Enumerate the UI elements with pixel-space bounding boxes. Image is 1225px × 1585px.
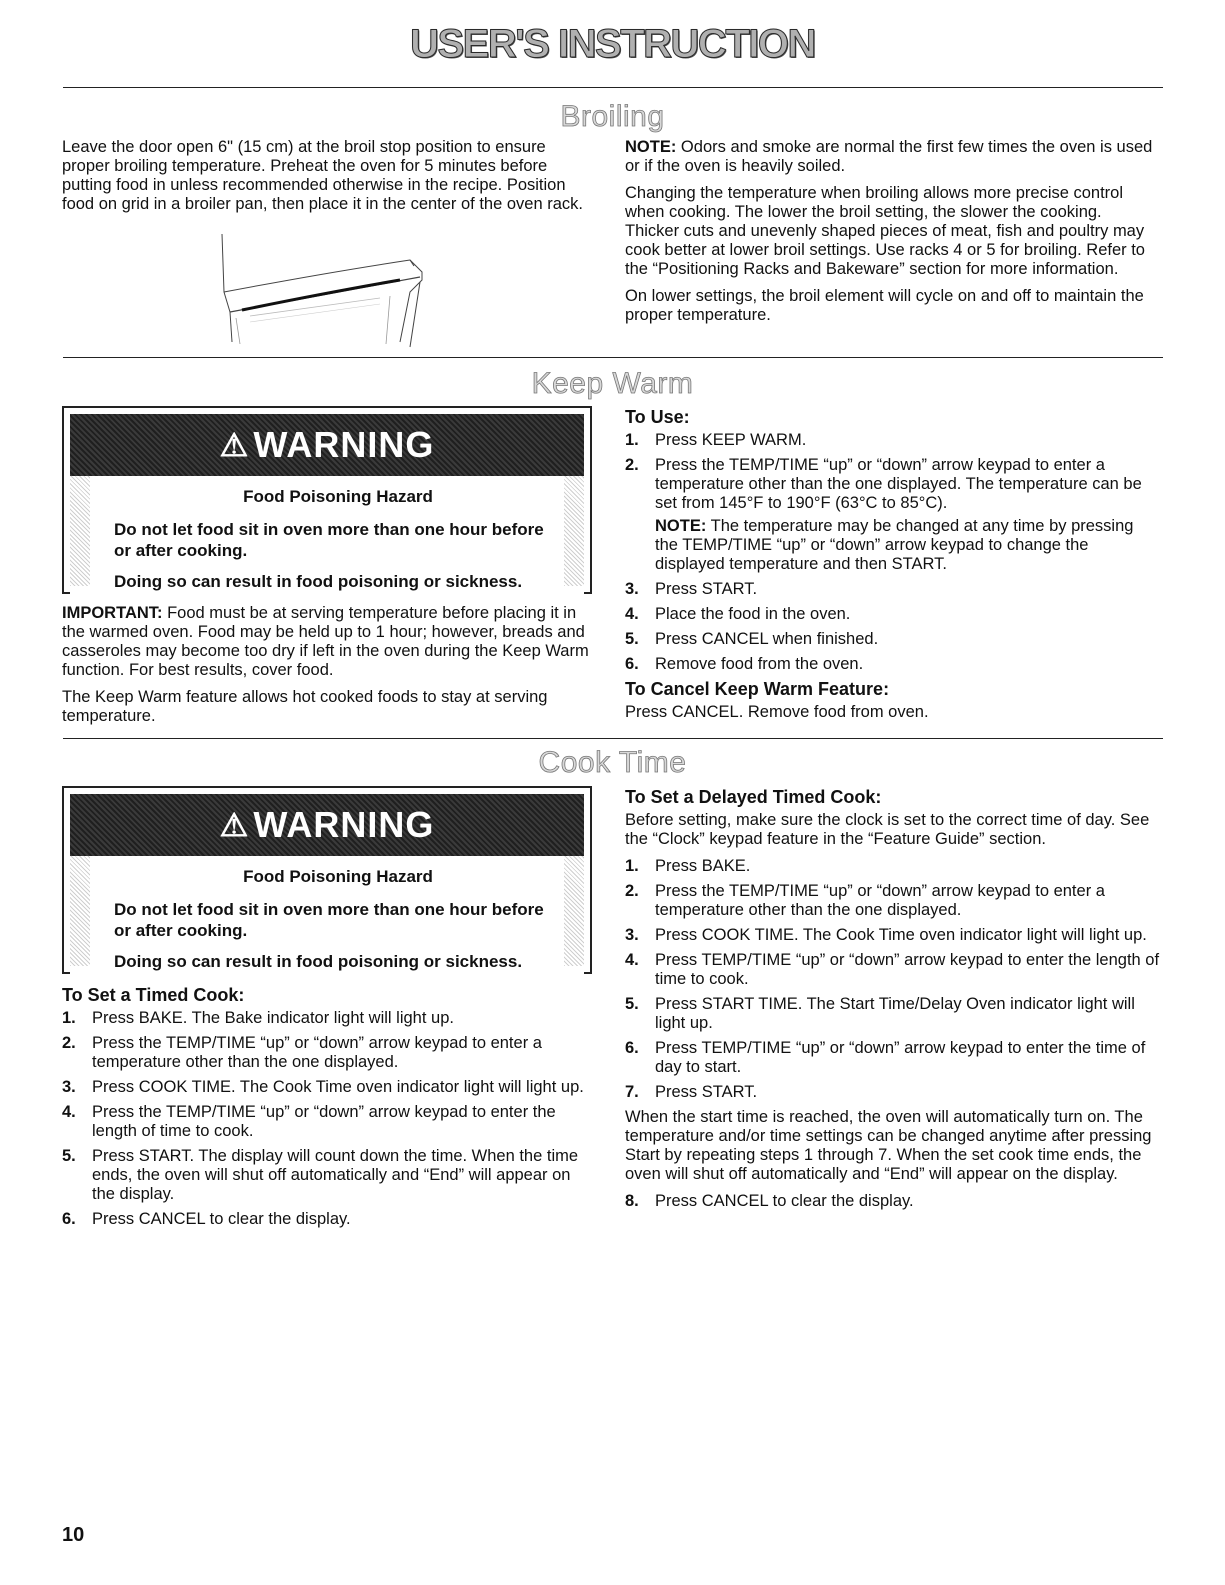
step-number: 6. (625, 1039, 639, 1057)
warning-banner-label: WARNING (253, 804, 435, 845)
step-note-label: NOTE: (655, 517, 707, 535)
broiling-temperature-paragraph: Changing the temperature when broiling allows more precise control when cooking. The lower the broil setting, the slower the cooking. Thicker cuts and unevenly shaped pieces of meat, fish and poultry may cook better at lower broil settings. Use racks 4 or 5 for broiling. Refer to the “Positioning Racks and Bakeware” section for more information. (625, 184, 1145, 278)
important-label: IMPORTANT: (62, 604, 163, 622)
keep-warm-warning-box (62, 406, 592, 594)
broiling-instructions: Leave the door open 6" (15 cm) at the broil stop position to ensure proper broiling temperature. Preheat the oven for 5 minutes before putting food in unless recommended otherwise in the recipe. Position food on grid in a broiler pan, then place it in the center of the oven rack. (62, 138, 583, 213)
timed-cook-step (62, 1009, 594, 1028)
step-number: 7. (625, 1083, 639, 1101)
warning-banner-label: WARNING (253, 424, 435, 465)
broiling-right-column (625, 138, 1155, 333)
delayed-cook-step (625, 1083, 1160, 1102)
warning-banner (70, 794, 584, 856)
step-text: Press TEMP/TIME “up” or “down” arrow keypad to enter the length of time to cook. (655, 951, 1160, 988)
broiling-left-column (62, 138, 592, 222)
delayed-cook-step (625, 951, 1160, 989)
keep-warm-step (625, 431, 1160, 450)
step-number: 1. (62, 1009, 76, 1027)
step-number: 1. (625, 857, 639, 875)
broiling-note-text: Odors and smoke are normal the first few times the oven is used or if the oven is heavily soiled. (625, 138, 1153, 175)
step-note-text: The temperature may be changed at any time by pressing the TEMP/TIME “up” or “down” arrow keypad to change the displayed temperature and then START. (655, 517, 1134, 573)
section-title-keep-warm: Keep Warm (531, 367, 694, 400)
timed-cook-steps (62, 1009, 594, 1229)
keep-warm-rule (63, 357, 1163, 358)
warning-frame-left (70, 856, 90, 966)
step-number: 2. (625, 456, 639, 474)
step-number: 5. (625, 995, 639, 1013)
step-number: 3. (62, 1078, 76, 1096)
warning-hazard: Food Poisoning Hazard (243, 487, 433, 506)
step-number: 4. (625, 605, 639, 623)
broiling-note (625, 138, 1155, 176)
step-note (655, 517, 1160, 574)
cook-time-warning-box (62, 786, 592, 974)
step-number: 8. (625, 1192, 639, 1210)
timed-cook-step (62, 1147, 594, 1204)
step-number: 2. (625, 882, 639, 900)
warning-banner (70, 414, 584, 476)
step-text: Press START TIME. The Start Time/Delay Oven indicator light will light up. (655, 995, 1135, 1032)
delayed-cook-step (625, 995, 1160, 1033)
step-text: Place the food in the oven. (655, 605, 851, 623)
keep-warm-step (625, 580, 1160, 599)
delayed-cook-step (625, 1192, 1160, 1211)
step-text: Press COOK TIME. The Cook Time oven indicator light will light up. (655, 926, 1147, 944)
keep-warm-feature-text: The Keep Warm feature allows hot cooked foods to stay at serving temperature. (62, 688, 548, 725)
delayed-cook-intro: Before setting, make sure the clock is set to the correct time of day. See the “Clock” keypad feature in the “Feature Guide” section. (625, 811, 1150, 848)
step-text: Remove food from the oven. (655, 655, 864, 673)
step-number: 4. (625, 951, 639, 969)
step-number: 1. (625, 431, 639, 449)
delayed-cook-step (625, 882, 1160, 920)
step-number: 4. (62, 1103, 76, 1121)
warning-hazard: Food Poisoning Hazard (243, 867, 433, 886)
delayed-cook-step (625, 1039, 1160, 1077)
keep-warm-important (62, 604, 592, 680)
step-text: Press COOK TIME. The Cook Time oven indicator light will light up. (92, 1078, 584, 1096)
step-number: 2. (62, 1034, 76, 1052)
step-text: Press the TEMP/TIME “up” or “down” arrow keypad to enter a temperature other than the one displayed. The temperature can be set from 145°F to 190°F (63°C to 85°C). (655, 456, 1142, 512)
cancel-keep-warm-heading: To Cancel Keep Warm Feature: (625, 679, 890, 699)
cancel-keep-warm-text: Press CANCEL. Remove food from oven. (625, 703, 929, 721)
keep-warm-right-column (625, 408, 1160, 722)
step-text: Press CANCEL to clear the display. (92, 1210, 351, 1228)
timed-cook-step (62, 1078, 594, 1097)
step-text: Press the TEMP/TIME “up” or “down” arrow keypad to enter the length of time to cook. (92, 1103, 556, 1140)
keep-warm-step (625, 456, 1160, 574)
keep-warm-step (625, 605, 1160, 624)
timed-cook-column (62, 986, 594, 1235)
timed-cook-step (62, 1103, 594, 1141)
timed-cook-heading: To Set a Timed Cook: (62, 985, 245, 1005)
step-text: Press TEMP/TIME “up” or “down” arrow keypad to enter the time of day to start. (655, 1039, 1146, 1076)
step-number: 6. (62, 1210, 76, 1228)
step-text: Press START. The display will count down the time. When the time ends, the oven will shut off automatically and “End” will appear on the display. (92, 1147, 579, 1203)
step-text: Press START. (655, 580, 758, 598)
keep-warm-steps (625, 431, 1160, 674)
warning-line-2: Doing so can result in food poisoning or sickness. (114, 952, 523, 971)
delayed-cook-step (625, 857, 1160, 876)
oven-door-illustration (210, 232, 460, 352)
broiling-lower-settings: On lower settings, the broil element will cycle on and off to maintain the proper temperature. (625, 287, 1144, 324)
step-number: 3. (625, 580, 639, 598)
timed-cook-step (62, 1034, 594, 1072)
warning-frame-right (564, 856, 584, 966)
step-text: Press BAKE. The Bake indicator light will light up. (92, 1009, 454, 1027)
keep-warm-step (625, 655, 1160, 674)
keep-warm-left-column (62, 604, 592, 734)
step-text: Press the TEMP/TIME “up” or “down” arrow keypad to enter a temperature other than the one displayed. (92, 1034, 542, 1071)
step-text: Press the TEMP/TIME “up” or “down” arrow keypad to enter a temperature other than the one displayed. (655, 882, 1105, 919)
alert-triangle-icon: ⚠ (219, 807, 250, 843)
delayed-cook-heading: To Set a Delayed Timed Cook: (625, 787, 882, 807)
delayed-cook-final-step-list (625, 1192, 1160, 1211)
section-title-broiling: Broiling (560, 100, 665, 133)
step-text: Press START. (655, 1083, 758, 1101)
keep-warm-step (625, 630, 1160, 649)
warning-line-2: Doing so can result in food poisoning or sickness. (114, 572, 523, 591)
warning-body (70, 856, 584, 994)
cook-time-rule (63, 738, 1163, 739)
step-text: Press CANCEL to clear the display. (655, 1192, 914, 1210)
delayed-cook-outro: When the start time is reached, the oven will automatically turn on. The temperature and/or time settings can be changed anytime after pressing Start by repeating steps 1 through 7. When the set cook time ends, the oven will shut off automatically and “End” will appear on the display. (625, 1108, 1152, 1183)
delayed-cook-column (625, 788, 1160, 1217)
page-number: 10 (62, 1524, 85, 1546)
warning-line-1: Do not let food sit in oven more than one hour before or after cooking. (114, 520, 544, 560)
delayed-cook-steps (625, 857, 1160, 1102)
page-title: USER'S INSTRUCTION (410, 22, 815, 66)
warning-line-1: Do not let food sit in oven more than one hour before or after cooking. (114, 900, 544, 940)
step-number: 3. (625, 926, 639, 944)
warning-frame-right (564, 476, 584, 586)
important-text: Food must be at serving temperature before placing it in the warmed oven. Food may be held up to 1 hour; however, breads and casseroles may become too dry if left in the oven during the Keep Warm function. For best results, cover food. (62, 604, 589, 679)
delayed-cook-step (625, 926, 1160, 945)
broiling-note-label: NOTE: (625, 138, 677, 156)
step-text: Press CANCEL when finished. (655, 630, 879, 648)
step-text: Press KEEP WARM. (655, 431, 807, 449)
section-title-cook-time: Cook Time (538, 746, 687, 779)
timed-cook-step (62, 1210, 594, 1229)
title-rule (63, 87, 1163, 88)
step-text: Press BAKE. (655, 857, 751, 875)
warning-frame-left (70, 476, 90, 586)
step-number: 5. (625, 630, 639, 648)
step-number: 5. (62, 1147, 76, 1165)
warning-body (70, 476, 584, 614)
to-use-heading: To Use: (625, 407, 690, 427)
step-number: 6. (625, 655, 639, 673)
alert-triangle-icon: ⚠ (219, 427, 250, 463)
